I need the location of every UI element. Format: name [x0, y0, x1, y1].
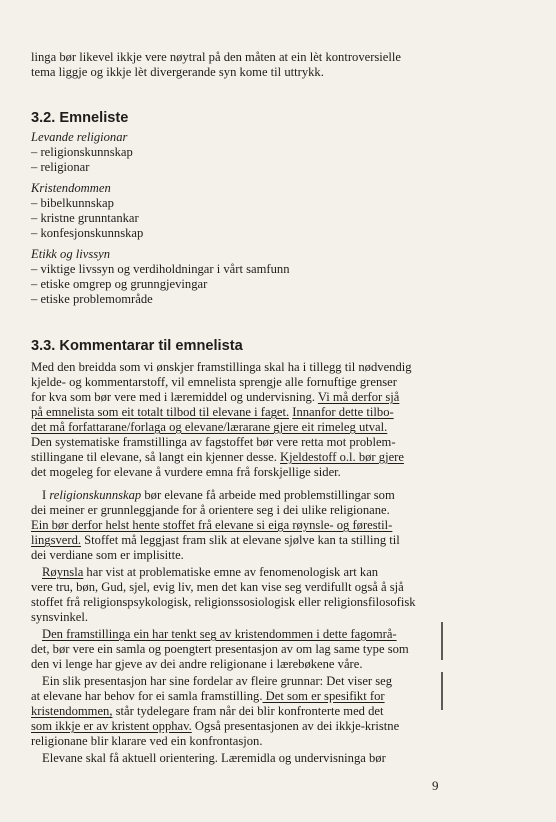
- body-line: I religionskunnskap bør elevane få arbeide med problemstillingar som: [42, 488, 395, 502]
- body-line: det mogeleg for elevane å vurdere emna frå forskjellige sider.: [31, 465, 341, 479]
- list-item: – bibelkunnskap: [31, 196, 114, 210]
- underlined-text: på emnelista som eit totalt tilbod til elevane i faget.: [31, 405, 290, 419]
- list-item: – viktige livssyn og verdiholdningar i vårt samfunn: [31, 262, 290, 276]
- body-line: at elevane har behov for ei samla framstilling. Det som er spesifikt for: [31, 689, 385, 703]
- group-heading: Kristendommen: [31, 181, 111, 195]
- body-line: synsvinkel.: [31, 610, 89, 624]
- list-item: – etiske omgrep og grunngjevingar: [31, 277, 208, 291]
- body-line: for kva som bør vere med i læremiddel og undervisning. Vi må derfor sjå: [31, 390, 400, 404]
- body-line: lingsverd. Stoffet må leggjast fram slik at elevane sjølve kan ta stilling til: [31, 533, 400, 547]
- body-line: Røynsla har vist at problematiske emne av fenomenologisk art kan: [42, 565, 379, 579]
- body-line: Ein slik presentasjon har sine fordelar av fleire grunnar: Det viser seg: [42, 674, 393, 688]
- body-line: dei meiner er grunnleggjande for å orientere seg i dei ulike religionane.: [31, 503, 390, 517]
- body-line: det, bør vere ein samla og poengtert presentasjon av om lag same type som: [31, 642, 409, 656]
- underlined-text: Kjeldestoff o.l. bør gjere: [280, 450, 404, 464]
- list-item: – kristne grunntankar: [31, 211, 139, 225]
- section-number: 3.2.: [31, 110, 56, 126]
- underlined-text: kristendommen,: [31, 704, 113, 718]
- margin-mark: [441, 622, 443, 660]
- list-item: – etiske problemområde: [31, 292, 153, 306]
- list-item: – religionskunnskap: [31, 145, 133, 159]
- body-line: [31, 420, 387, 435]
- underlined-text: det må forfattarane/forlaga og elevane/lærarane gjere eit rimeleg utval.: [31, 420, 388, 434]
- intro-line-1: linga bør likevel ikkje vere nøytral på den måten at ein lèt kontroversielle: [31, 50, 401, 64]
- underlined-text: Røynsla: [42, 565, 84, 579]
- body-line: [31, 405, 394, 420]
- group-heading: Etikk og livssyn: [31, 247, 111, 261]
- body-line: som ikkje er av kristent opphav. Også presentasjonen av dei ikkje-kristne: [31, 719, 400, 733]
- body-line: Elevane skal få aktuell orientering. Læremidla og undervisninga bør: [42, 751, 386, 765]
- section-heading-3-2: [31, 110, 128, 127]
- group-heading: Levande religionar: [31, 130, 128, 144]
- body-line: kjelde- og kommentarstoff, vil emnelista sprengje alle fornuftige grenser: [31, 375, 397, 389]
- body-line: [42, 627, 397, 642]
- intro-line-2: tema liggje og ikkje lèt divergerande syn kome til uttrykk.: [31, 65, 324, 79]
- section-number: 3.3.: [31, 338, 56, 354]
- underlined-text: Innanfor dette tilbo-: [292, 405, 394, 419]
- body-line: Med den breidda som vi ønskjer framstillinga skal ha i tillegg til nødvendig: [31, 360, 412, 374]
- margin-mark: [441, 672, 443, 710]
- body-line: stillingane til elevane, så langt ein kjenner desse. Kjeldestoff o.l. bør gjere: [31, 450, 404, 464]
- body-line: [31, 518, 392, 533]
- body-line: den vi lenge har gjeve av dei andre religionane i lærebøkene våre.: [31, 657, 363, 671]
- underlined-text: lingsverd.: [31, 533, 82, 547]
- underlined-text: Vi må derfor sjå: [317, 390, 400, 404]
- body-line: kristendommen, står tydelegare fram når dei blir konfronterte med det: [31, 704, 384, 718]
- body-line: Den systematiske framstillinga av fagstoffet bør vere retta mot problem-: [31, 435, 396, 449]
- list-item: – konfesjonskunnskap: [31, 226, 144, 240]
- section-heading-3-3: [31, 338, 243, 355]
- body-line: dei verdiane som er implisitte.: [31, 548, 184, 562]
- underlined-text: Den framstillinga ein har tenkt seg av kristendommen i dette fagområ-: [42, 627, 397, 641]
- underlined-text: som ikkje er av kristent opphav.: [31, 719, 192, 733]
- underlined-text: Det som er spesifikt for: [262, 689, 385, 703]
- underlined-text: Ein bør derfor helst hente stoffet frå elevane si eiga røynsle- og førestil-: [31, 518, 393, 532]
- page-number: 9: [432, 778, 439, 793]
- body-line: vere tru, bøn, Gud, sjel, evig liv, men det kan vise seg verdifullt også å sjå: [31, 580, 404, 594]
- list-item: – religionar: [31, 160, 90, 174]
- body-line: stoffet frå religionspsykologisk, religionssosiologisk eller religionsfilosofisk: [31, 595, 416, 609]
- section-title: Kommentarar til emnelista: [59, 338, 243, 354]
- section-title: Emneliste: [59, 110, 129, 126]
- body-line: religionane blir klarare ved ein konfrontasjon.: [31, 734, 263, 748]
